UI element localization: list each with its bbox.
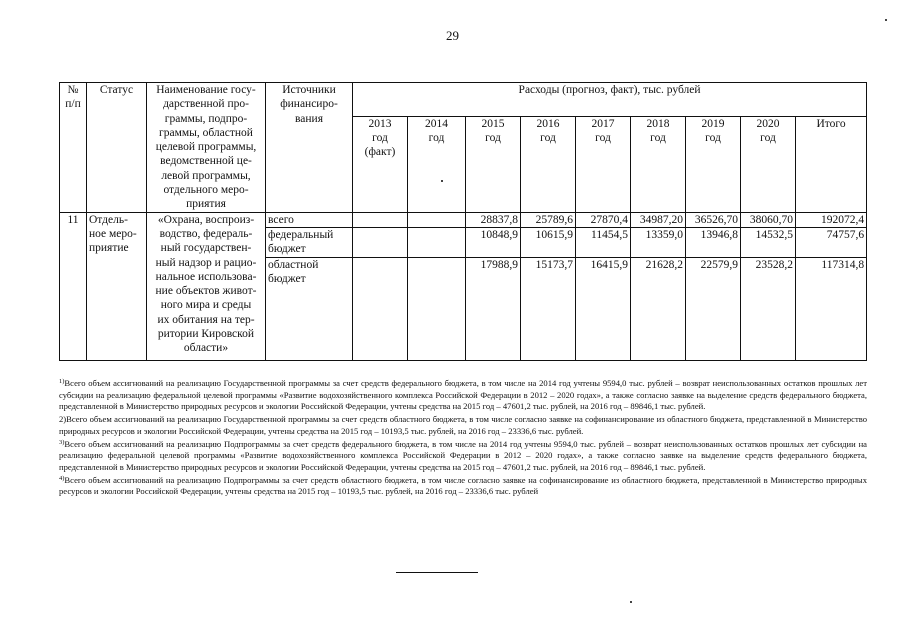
value-cell: 11454,5 [576,227,631,257]
value-cell: 10848,9 [466,227,521,257]
footnotes [59,378,867,499]
scan-speck [885,19,887,21]
source-label: областной бюджет [266,257,353,360]
footnote [59,378,867,413]
footnote-mark: 1) [59,378,65,385]
footnote-mark: 3) [59,438,65,446]
total-cell: 74757,6 [796,227,867,257]
value-cell [408,212,466,227]
header-year-2013: 2013 год (факт) [353,116,408,212]
footnote-text: Всего объем ассигнований на реализацию Государственной программы за счет средств федерального бюджета, в том числе на 2014 год учтены 9594,0 тыс. рублей – возврат неиспользованных остатков прошлых лет субсидии на реализацию федеральной целевой программы «Развитие водохозяйственного комплекса Российской Федерации в 2012 – 2020 годах», а также согласно заявке на выделение средств федерального бюджета, представленной в Министерство природных ресурсов и экологии Российской Федерации, учтены средства на 2015 год – 47601,2 тыс. рублей, на 2016 год – 89846,1 тыс. рублей. [59,378,867,412]
value-cell [353,212,408,227]
value-cell: 16415,9 [576,257,631,360]
value-cell: 34987,20 [631,212,686,227]
value-cell [408,257,466,360]
value-cell: 21628,2 [631,257,686,360]
footer-rule [396,572,478,573]
row-name: «Охрана, воспроиз- водство, федераль- ный государствен- ный надзор и рацио- нальное использова- ние объектов живот- ного мира и среды их обитания на тер- ритории Кировской области» [147,212,266,360]
value-cell [353,227,408,257]
table-row [60,212,867,227]
footnote [59,414,867,437]
scan-speck [630,601,632,603]
header-year-2018: 2018 год [631,116,686,212]
header-year-2017: 2017 год [576,116,631,212]
value-cell: 15173,7 [521,257,576,360]
source-label: всего [266,212,353,227]
footnote-mark: 4) [59,474,65,482]
value-cell: 27870,4 [576,212,631,227]
footnote-text: Всего объем ассигнований на реализацию Подпрограммы за счет средств федерального бюджета, в том числе на 2014 год учтены 9594,0 тыс. рублей – возврат неиспользованных остатков прошлых лет субсидии на реализацию федеральной целевой программы «Развитие водохозяйственного комплекса Российской Федерации в 2012 – 2020 годах», а также согласно заявке на выделение средств федерального бюджета, представленной в Министерство природных ресурсов и экологии Российской Федерации, учтены средства на 2015 год – 47601,2 тыс. рублей, на 2016 год – 89846,1 тыс. рублей. [59,438,867,472]
value-cell [353,257,408,360]
row-num: 11 [60,212,87,360]
header-expenses: Расходы (прогноз, факт), тыс. рублей [353,83,867,117]
header-year-2020: 2020 год [741,116,796,212]
footnote-text: 2)Всего объем ассигнований на реализацию Государственной программы за счет средств областного бюджета, в том числе согласно заявке на софинансирование из областного бюджета, представленной в Министерство природных ресурсов и экологии Российской Федерации, учтены средства на 2015 год – 10193,5 тыс. рублей, на 2016 год – 23336,6 тыс. рублей. [59,414,867,436]
header-source: Источники финансиро- вания [266,83,353,213]
value-cell: 17988,9 [466,257,521,360]
header-num: № п/п [60,83,87,213]
footnote [59,475,867,498]
value-cell: 28837,8 [466,212,521,227]
header-year-2014: 2014 год [408,116,466,212]
header-year-2015: 2015 год [466,116,521,212]
total-cell: 117314,8 [796,257,867,360]
value-cell: 36526,70 [686,212,741,227]
value-cell: 14532,5 [741,227,796,257]
budget-table [59,82,867,361]
source-label: федеральный бюджет [266,227,353,257]
value-cell: 13946,8 [686,227,741,257]
value-cell: 38060,70 [741,212,796,227]
table-header-row [60,83,867,117]
value-cell: 10615,9 [521,227,576,257]
row-status: Отдель- ное меро- приятие [87,212,147,360]
total-cell: 192072,4 [796,212,867,227]
header-total: Итого [796,116,867,212]
value-cell: 13359,0 [631,227,686,257]
value-cell: 23528,2 [741,257,796,360]
footnote-text: Всего объем ассигнований на реализацию Подпрограммы за счет средств областного бюджета, в том числе согласно заявке на софинансирование из областного бюджета, представленной в Министерство природных ресурсов и экологии Российской Федерации, учтены средства на 2015 год – 10193,5 тыс. рублей, на 2016 год – 23336,6 тыс. рублей [59,474,867,497]
header-status: Статус [87,83,147,213]
header-name: Наименование госу- дарственной про- граммы, подпро- граммы, областной целевой программы, ведомственной це- левой программы, отдельного меро- приятия [147,83,266,213]
header-year-2016: 2016 год [521,116,576,212]
header-year-2019: 2019 год [686,116,741,212]
value-cell: 25789,6 [521,212,576,227]
value-cell: 22579,9 [686,257,741,360]
footnote [59,439,867,474]
page-number: 29 [446,28,459,43]
value-cell [408,227,466,257]
